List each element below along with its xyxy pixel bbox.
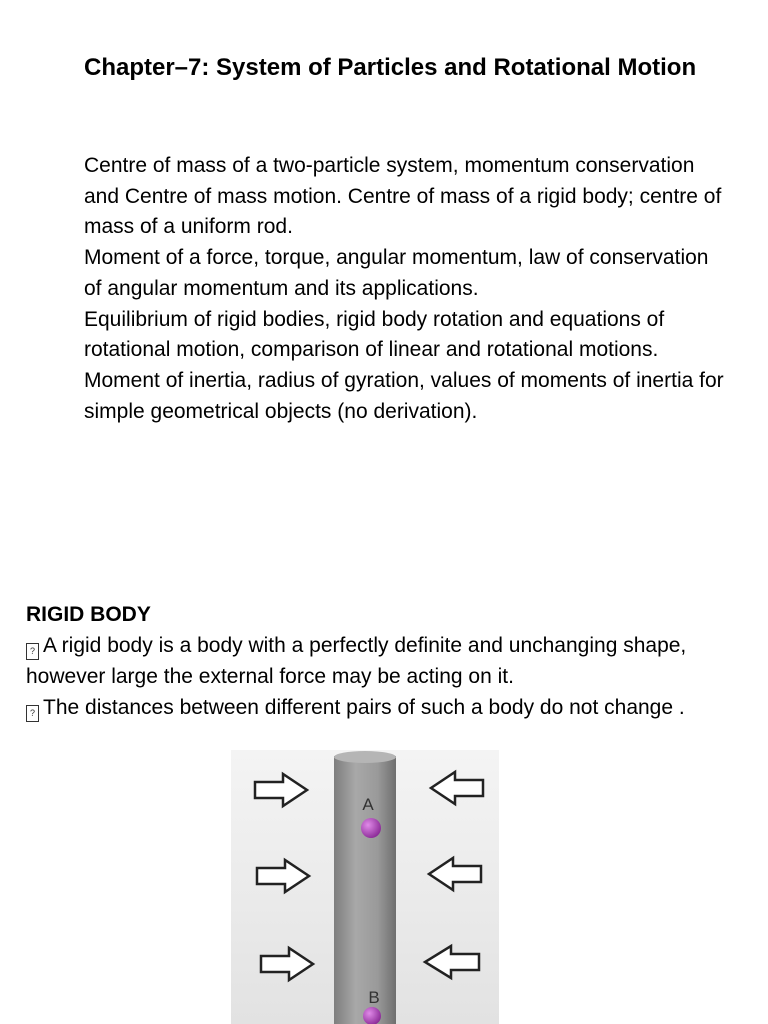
rigid-rod-figure [231,750,499,1024]
bullet-point [26,630,746,692]
rigid-body-section [26,599,746,723]
syllabus-text [84,151,724,427]
syllabus-paragraph: Moment of a force, torque, angular momentum, law of conservation of angular momentum and its applications. [84,246,709,300]
missing-glyph-bullet-icon: ? [26,643,39,660]
rod-top-cap [334,751,396,763]
particle-a-label: A [362,795,374,814]
syllabus-paragraph: Equilibrium of rigid bodies, rigid body rotation and equations of rotational motion, comparison of linear and rotational motions. [84,307,665,362]
particle-a [361,818,381,838]
particle-b-label: B [368,988,380,1007]
bullet-point [26,692,746,723]
bullet-text: A rigid body is a body with a perfectly definite and unchanging shape, however large the external force may be acting on it. [26,634,687,688]
rigid-rod-illustration [231,750,499,1024]
syllabus-paragraph: Centre of mass of a two-particle system, momentum conservation and Centre of mass motion. Centre of mass of a rigid body; centre of mass of a uniform rod. [84,154,722,239]
section-heading: RIGID BODY [26,603,151,626]
chapter-title: Chapter–7: System of Particles and Rotational Motion [84,54,697,81]
missing-glyph-bullet-icon: ? [26,705,39,722]
bullet-text: The distances between different pairs of such a body do not change . [43,696,685,719]
syllabus-paragraph: Moment of inertia, radius of gyration, values of moments of inertia for simple geometrical objects (no derivation). [84,368,724,423]
